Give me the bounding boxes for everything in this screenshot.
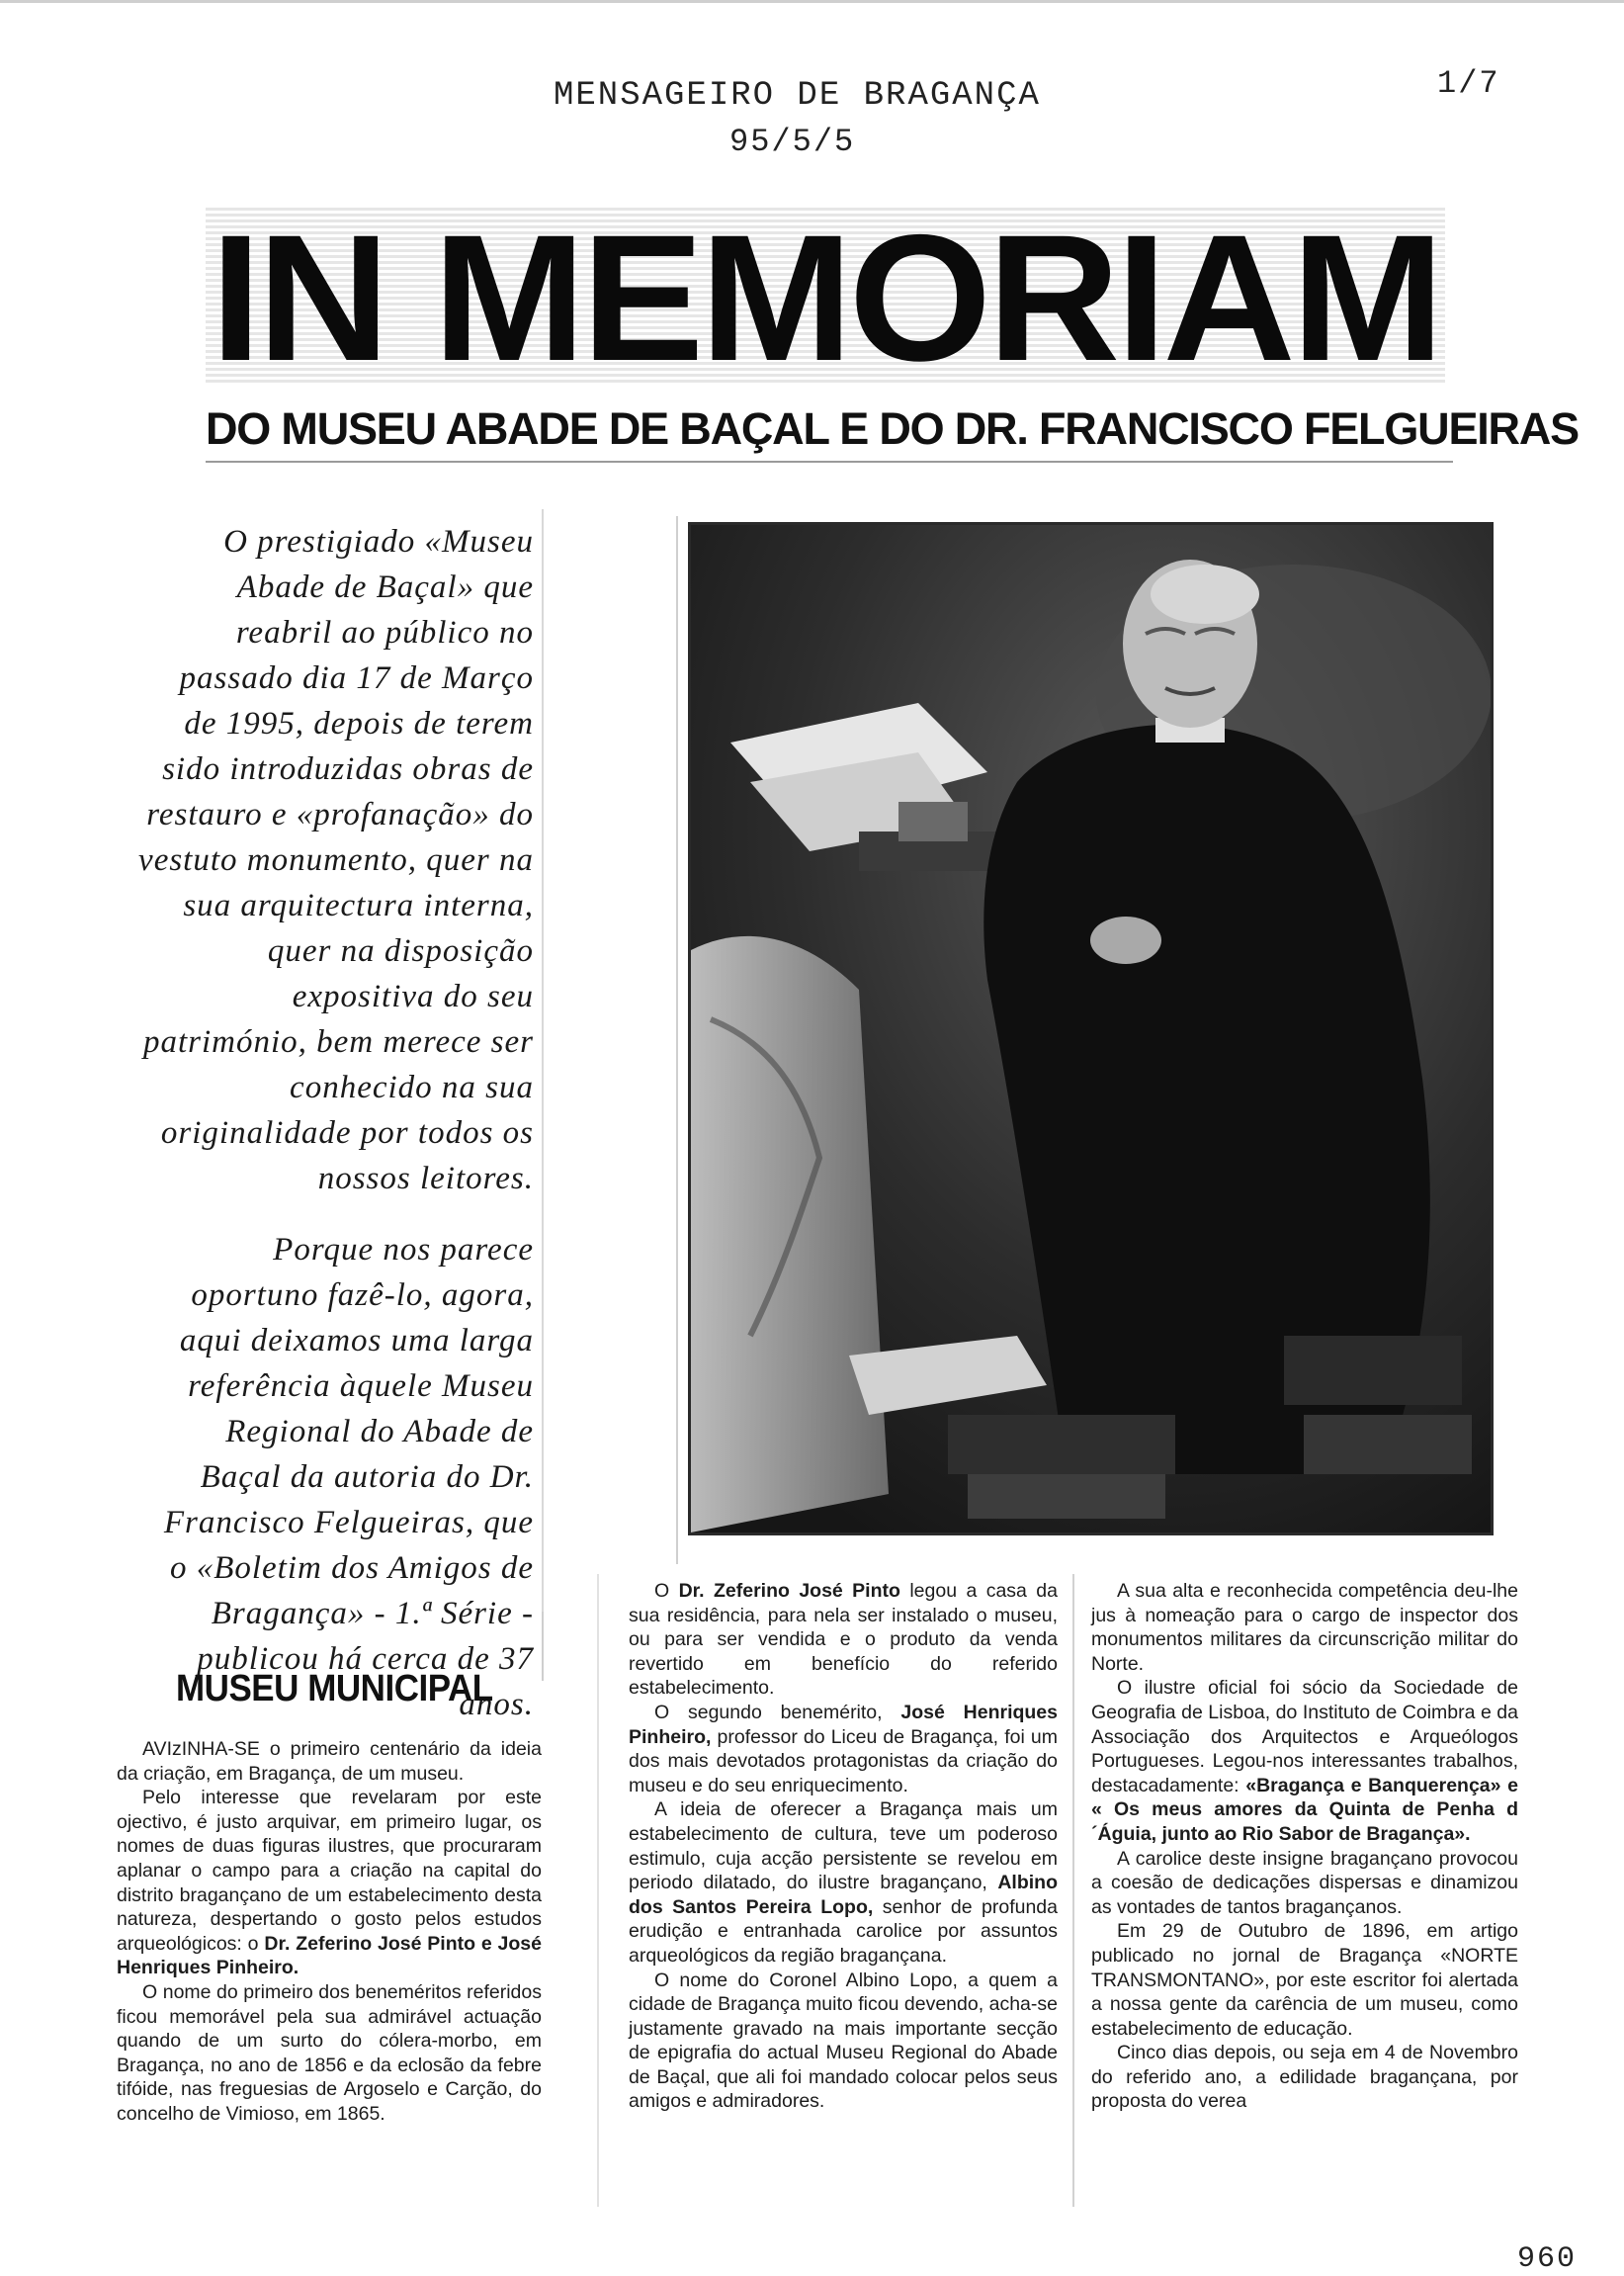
column-rule-2 xyxy=(1072,1574,1074,2207)
section-rule xyxy=(542,1612,544,1681)
lead-column-rule xyxy=(542,509,544,1656)
col1-paragraph-1: AVIzINHA-SE o primeiro centenário da ideia da criação, em Bragança, de um museu. xyxy=(117,1738,542,1785)
page-number: 960 xyxy=(1517,2242,1578,2276)
col2-p3-c: senhor de profunda erudição e entranhada carolice por assuntos arqueológicos da região bragançana. xyxy=(629,1895,1058,1967)
subheadline: DO MUSEU ABADE DE BAÇAL E DO DR. FRANCISCO FELGUEIRAS xyxy=(206,403,1579,454)
portrait-photo-image xyxy=(691,525,1491,1532)
col3-paragraph-1: A sua alta e reconhecida competência deu-lhe jus à nomeação para o cargo de inspector dos monumentos militares da circunscrição militar do Norte. xyxy=(1091,1580,1518,1675)
col3-paragraph-3: A carolice deste insigne bragançano provocou a coesão de dedicações dispersas e dinamizou as vontades de tantos bragançanos. xyxy=(1091,1847,1518,1918)
article-column-3 xyxy=(1091,1579,1518,2114)
col2-p3-name: Albino dos Santos Pereira Lopo, xyxy=(629,1872,1058,1918)
col1-paragraph-3: O nome do primeiro dos beneméritos referidos ficou memorável pela sua admirável actuação quando de um surto do cólera-morbo, em Bragança, no ano de 1856 e da eclosão da febre tifóide, nas freguesias de Argoselo e Carção, do concelho de Vimioso, em 1865. xyxy=(117,1980,542,2125)
col2-p1-a: O xyxy=(654,1580,679,1602)
col3-paragraph-5: Cinco dias depois, ou seja em 4 de Novembro do referido ano, a edilidade bragançana, por proposta do verea xyxy=(1091,2042,1518,2113)
col2-p2-a: O segundo benemérito, xyxy=(654,1701,901,1723)
portrait-photo xyxy=(688,522,1494,1535)
page-fraction: 1/7 xyxy=(1437,65,1500,102)
col1-paragraph-2 xyxy=(117,1786,542,1980)
photo-column-rule xyxy=(676,516,678,1564)
col2-p3-a: A ideia de oferecer a Bragança mais um estabelecimento de cultura, teve um poderoso estimulo, cuja acção persistente se revelou em periodo dilatado, do ilustre bragançano, xyxy=(629,1798,1058,1894)
col2-paragraph-1 xyxy=(629,1579,1058,1701)
article-column-2 xyxy=(629,1579,1058,2114)
col2-p1-name: Dr. Zeferino José Pinto xyxy=(678,1580,900,1602)
col3-paragraph-4: Em 29 de Outubro de 1896, em artigo publicado no jornal de Bragança «NORTE TRANSMONTANO», por este escritor foi alertada a nossa gente da carência de um museu, como estabelecimento de educação. xyxy=(1091,1920,1518,2040)
subheadline-rule xyxy=(206,461,1453,463)
col2-paragraph-2 xyxy=(629,1701,1058,1797)
col2-p2-name: José Henriques Pinheiro, xyxy=(629,1701,1058,1748)
col1-paragraph-2-text: Pelo interesse que revelaram por este ojectivo, é justo arquivar, em primeiro lugar, os nomes de duas figuras ilustres, que procuraram aplanar o campo para a criação na capital do distrito bragançano de um estabelecimento desta natureza, despertando o gosto pelos estudos arqueológicos: o xyxy=(117,1787,542,1955)
col1-paragraph-2-names: Dr. Zeferino José Pinto e José Henriques Pinheiro. xyxy=(117,1932,542,1979)
col3-paragraph-2 xyxy=(1091,1676,1518,1846)
col3-p2-a: O ilustre oficial foi sócio da Sociedade de Geografia de Lisboa, do Instituto de Coimbra e da Associação dos Arquitectos e Arqueólogos Portugueses. Legou-nos interessantes trabalhos, destacadamente: xyxy=(1091,1677,1518,1796)
scan-top-edge xyxy=(0,0,1624,3)
col3-p2-titles: «Bragança e Banquerença» e « Os meus amores da Quinta de Penha d´Águia, junto ao Rio Sabor de Bragança». xyxy=(1091,1774,1518,1845)
headline: IN MEMORIAM xyxy=(210,197,1441,398)
article-column-1 xyxy=(117,1737,542,2127)
col2-p2-c: professor do Liceu de Bragança, foi um dos mais devotados protagonistas da criação do museu e do seu enriquecimento. xyxy=(629,1725,1058,1796)
lead-paragraph-2: Porque nos parece oportuno fazê-lo, agora, aqui deixamos uma larga referência àquele Museu Regional do Abade de Baçal da autoria do Dr. Francisco Felgueiras, que o «Boletim dos Amigos de Bragança» - 1.ª Série - publicou há cerca de 37 anos. xyxy=(163,1232,534,1722)
section-title: MUSEU MUNICIPAL xyxy=(176,1668,493,1709)
column-rule-1 xyxy=(597,1574,599,2207)
lead-paragraph-1: O prestigiado «Museu Abade de Baçal» que reabril ao público no passado dia 17 de Março de 1995, depois de terem sido introduzidas obras de restauro e «profanação» do vestuto monumento, quer na sua arquitectura interna, quer na disposição expositiva do seu património, bem merece ser conhecido na sua originalidade por todos os nossos leitores. xyxy=(138,524,534,1196)
col2-paragraph-3 xyxy=(629,1797,1058,1968)
col2-p1-c: legou a casa da sua residência, para nela ser instalado o museu, ou para ser vendida e o produto da venda revertido em benefício do referido estabelecimento. xyxy=(629,1580,1058,1700)
col2-paragraph-4: O nome do Coronel Albino Lopo, a quem a cidade de Bragança muito ficou devendo, acha-se justamente gravado na mais importante secção de epigrafia do actual Museu Regional do Abade de Baçal, que ali foi mandado colocar pelos seus amigos e admiradores. xyxy=(629,1969,1058,2113)
publication-date: 95/5/5 xyxy=(729,124,856,160)
publication-name: MENSAGEIRO DE BRAGANÇA xyxy=(554,77,1041,115)
lead-text xyxy=(138,519,534,1753)
